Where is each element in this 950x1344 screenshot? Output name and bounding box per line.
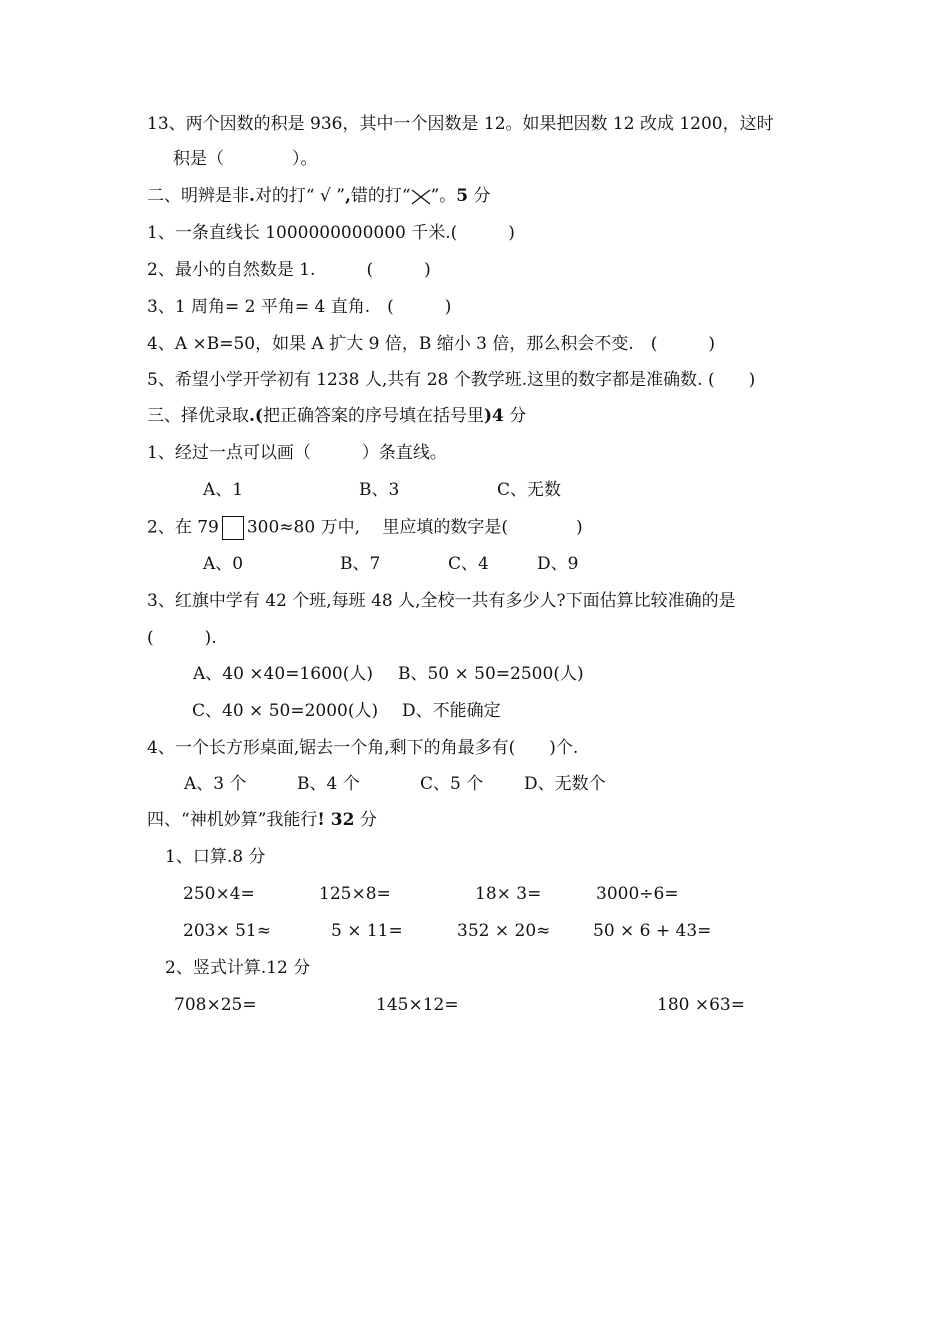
choice-option-c: C、5 个 bbox=[420, 774, 484, 794]
judge-item: 3、1 周角= 2 平角= 4 直角. ( ) bbox=[147, 297, 452, 317]
blank-box bbox=[222, 516, 244, 540]
judge-item: 5、希望小学开学初有 1238 人,共有 28 个教学班.这里的数字都是准确数. ( ) bbox=[147, 370, 756, 390]
q13-line1: 13、两个因数的积是 936，其中一个因数是 12。如果把因数 12 改成 1200，这时 bbox=[147, 114, 774, 134]
calc-item: 125×8= bbox=[319, 884, 391, 904]
section3-heading: 三、择优录取.(把正确答案的序号填在括号里)4 分 bbox=[147, 406, 527, 426]
judge-item: 4、A ×B=50，如果 A 扩大 9 倍，B 缩小 3 倍，那么积会不变. ( ) bbox=[147, 334, 716, 354]
choice-question-stem: 1、经过一点可以画（ ）条直线。 bbox=[147, 443, 447, 463]
choice-option-b: B、50 × 50=2500(人) bbox=[398, 664, 584, 684]
choice-question-stem-cont: ( ). bbox=[147, 628, 217, 648]
section2-heading: 二、明辨是非.对的打“ √ ”,错的打“ ”。5 分 bbox=[147, 186, 491, 206]
q13-line2: 积是（ ）。 bbox=[173, 149, 318, 169]
judge-item: 1、一条直线长 1000000000000 千米.( ) bbox=[147, 223, 515, 243]
choice-question-stem: 2、在 79 300≈80 万中, 里应填的数字是( ) bbox=[147, 516, 583, 540]
calc-item: 18× 3= bbox=[475, 884, 542, 904]
calc-item: 250×4= bbox=[183, 884, 255, 904]
calc-item: 352 × 20≈ bbox=[457, 921, 551, 941]
calc-item: 3000÷6= bbox=[596, 884, 679, 904]
subsection-heading: 1、口算.8 分 bbox=[165, 847, 266, 867]
choice-option-a: A、40 ×40=1600(人) bbox=[193, 664, 373, 684]
choice-question-stem: 4、一个长方形桌面,锯去一个角,剩下的角最多有( )个. bbox=[147, 738, 579, 758]
section4-heading: 四、“神机妙算”我能行! 32 分 bbox=[147, 810, 377, 830]
calc-item: 180 ×63= bbox=[657, 995, 745, 1015]
choice-option-c: C、无数 bbox=[497, 480, 562, 500]
choice-option-a: A、1 bbox=[203, 480, 244, 500]
choice-option-d: D、无数个 bbox=[524, 774, 606, 794]
choice-option-b: B、3 bbox=[359, 480, 400, 500]
choice-option-c: C、40 × 50=2000(人) bbox=[192, 701, 379, 721]
choice-option-b: B、7 bbox=[340, 554, 381, 574]
judge-item: 2、最小的自然数是 1. ( ) bbox=[147, 260, 431, 280]
choice-option-a: A、0 bbox=[203, 554, 244, 574]
choice-question-stem: 3、红旗中学有 42 个班,每班 48 人,全校一共有多少人?下面估算比较准确的是 bbox=[147, 591, 736, 611]
choice-option-c: C、4 bbox=[448, 554, 489, 574]
calc-item: 203× 51≈ bbox=[183, 921, 271, 941]
calc-item: 708×25= bbox=[174, 995, 257, 1015]
calc-item: 145×12= bbox=[376, 995, 459, 1015]
choice-option-a: A、3 个 bbox=[184, 774, 247, 794]
choice-option-d: D、不能确定 bbox=[402, 701, 501, 721]
cross-mark-icon bbox=[411, 189, 431, 205]
choice-option-b: B、4 个 bbox=[297, 774, 360, 794]
subsection-heading: 2、竖式计算.12 分 bbox=[165, 958, 311, 978]
calc-item: 5 × 11= bbox=[331, 921, 403, 941]
calc-item: 50 × 6 + 43= bbox=[593, 921, 712, 941]
choice-option-d: D、9 bbox=[537, 554, 579, 574]
